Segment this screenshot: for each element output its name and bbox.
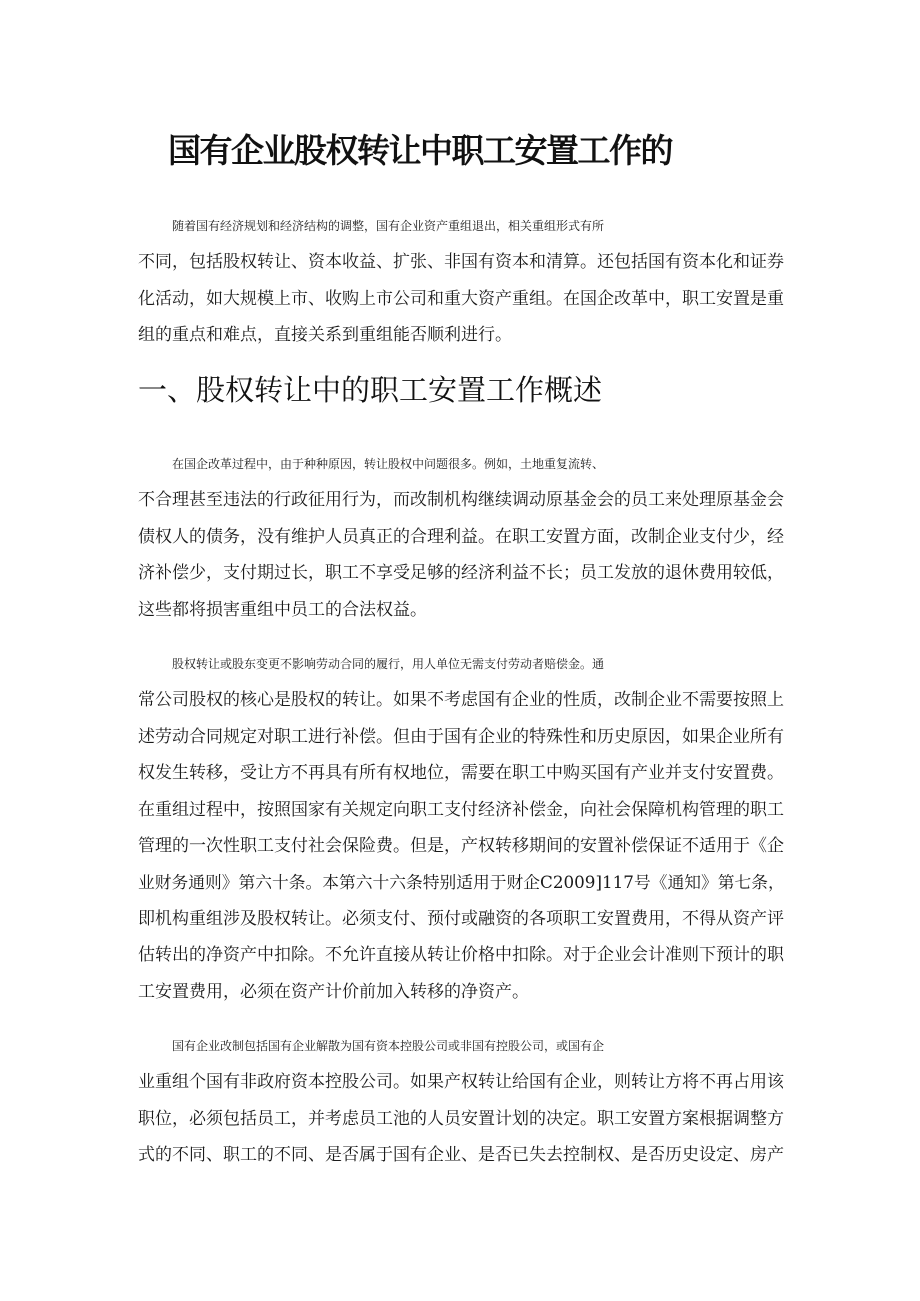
text-line: 职位，必须包括员工，并考虑员工池的人员安置计划的决定。职工安置方案根据调整方 — [138, 1108, 784, 1129]
text-line: 不合理甚至违法的行政征用行为，而改制机构继续调动原基金会的员工来处理原基金会 — [138, 490, 784, 511]
text-line: 业重组个国有非政府资本控股公司。如果产权转让给国有企业，则转让方将不再占用该 — [138, 1072, 784, 1093]
paragraph-intro — [138, 208, 786, 354]
paragraph-restructuring — [138, 1028, 786, 1174]
text-line: 常公司股权的核心是股权的转让。如果不考虑国有企业的性质，改制企业不需要按照上 — [138, 690, 784, 711]
text-line: 这些都将损害重组中员工的合法权益。 — [138, 599, 427, 620]
text-line: 股权转让或股东变更不影响劳动合同的履行，用人单位无需支付劳动者赔偿金。通 — [172, 657, 605, 671]
text-line: 组的重点和难点，直接关系到重组能否顺利进行。 — [138, 325, 512, 346]
text-line: 权发生转移，受让方不再具有所有权地位，需要在职工中购买国有产业并支付安置费。 — [138, 763, 784, 784]
paragraph-problems — [138, 446, 786, 628]
paragraph-equity-transfer — [138, 646, 786, 1010]
text-line: 随着国有经济规划和经济结构的调整，国有企业资产重组退出，相关重组形式有所 — [172, 219, 605, 233]
text-line: 债权人的债务，没有维护人员真正的合理利益。在职工安置方面，改制企业支付少，经 — [138, 526, 784, 547]
text-line: 不同，包括股权转让、资本收益、扩张、非国有资本和清算。还包括国有资本化和证券 — [138, 252, 784, 273]
text-line: 即机构重组涉及股权转让。必须支付、预付或融资的各项职工安置费用，不得从资产评 — [138, 908, 784, 929]
text-line: 工安置费用，必须在资产计价前加入转移的净资产。 — [138, 981, 529, 1002]
text-line: 估转出的净资产中扣除。不允许直接从转让价格中扣除。对于企业会计准则下预计的职 — [138, 945, 784, 966]
document-title: 国有企业股权转让中职工安置工作的 — [168, 131, 672, 170]
text-line: 管理的一次性职工支付社会保险费。但是，产权转移期间的安置补偿保证不适用于《企 — [138, 836, 784, 857]
text-line: 式的不同、职工的不同、是否属于国有企业、是否已失去控制权、是否历史设定、房产 — [138, 1145, 784, 1166]
text-line: 化活动，如大规模上市、收购上市公司和重大资产重组。在国企改革中，职工安置是重 — [138, 288, 784, 309]
text-line: 在重组过程中，按照国家有关规定向职工支付经济补偿金，向社会保障机构管理的职工 — [138, 799, 784, 820]
text-line: 在国企改革过程中，由于种种原因，转让股权中问题很多。例如，土地重复流转、 — [172, 457, 605, 471]
text-line: 国有企业改制包括国有企业解散为国有资本控股公司或非国有控股公司，或国有企 — [172, 1039, 605, 1053]
text-line: 济补偿少，支付期过长，职工不享受足够的经济利益不长；员工发放的退休费用较低， — [138, 563, 784, 584]
text-line: 业财务通则》第六十条。本第六十六条特别适用于财企C2009]117号《通知》第七条， — [138, 872, 785, 893]
text-line: 述劳动合同规定对职工进行补偿。但由于国有企业的特殊性和历史原因，如果企业所有 — [138, 726, 784, 747]
section-heading-1: 一、股权转让中的职工安置工作概述 — [138, 373, 603, 407]
